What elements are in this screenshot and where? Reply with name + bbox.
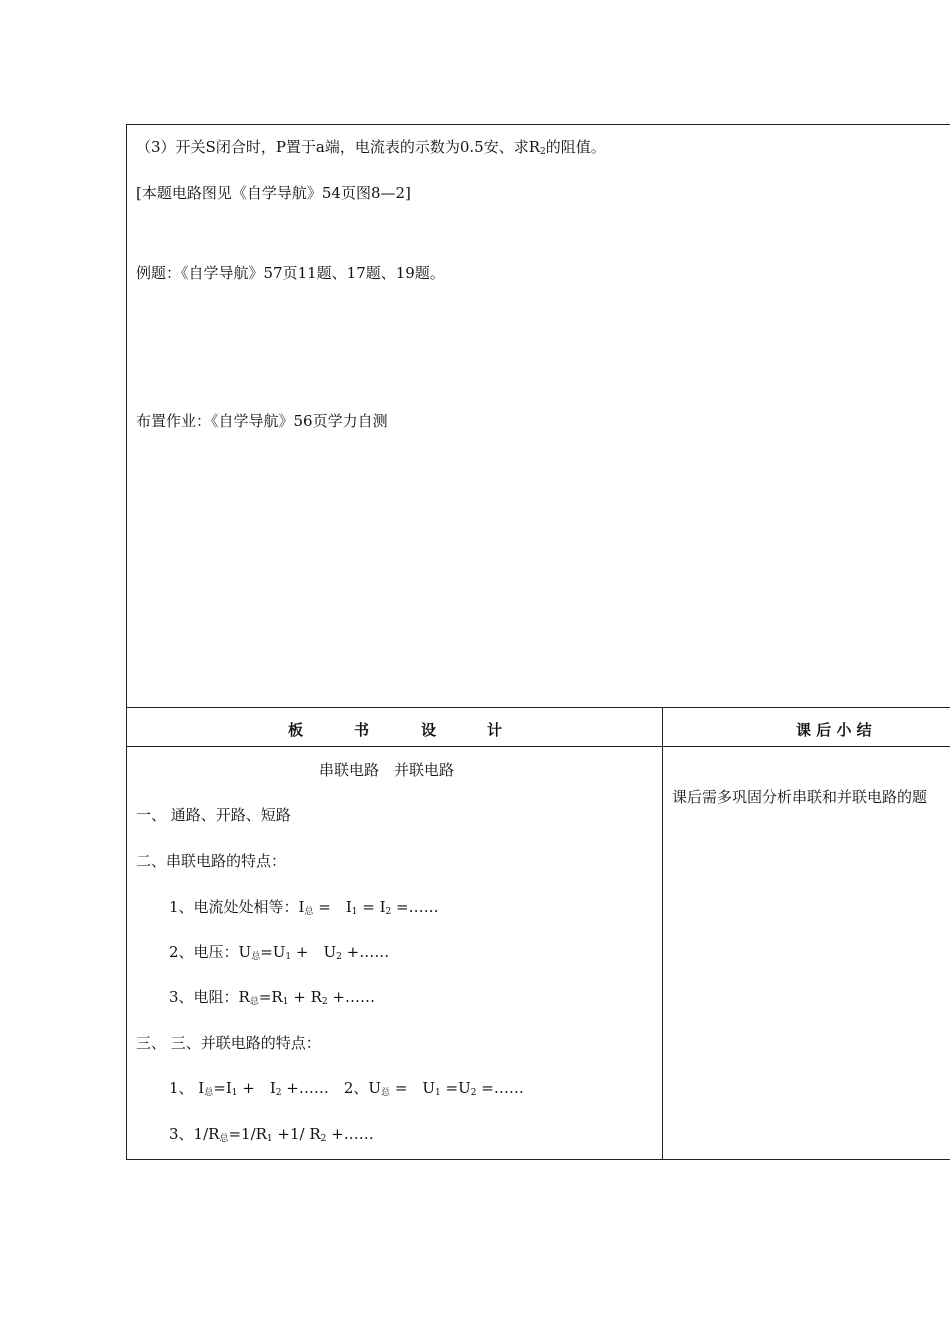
formula-part: =U bbox=[440, 1079, 471, 1097]
subscript: 2 bbox=[336, 952, 342, 962]
formula-part: = I bbox=[313, 898, 352, 916]
question-3-text: （3）开关S闭合时，P置于a端，电流表的示数为0.5安、求R bbox=[136, 138, 541, 156]
formula-part: + U bbox=[291, 943, 337, 961]
formula-part: +…… bbox=[327, 988, 375, 1006]
table-divider-top bbox=[126, 707, 950, 708]
subscript: 2 bbox=[321, 997, 328, 1007]
question-3 bbox=[136, 137, 606, 162]
formula-part: =I bbox=[213, 1079, 232, 1097]
formula-label: 1、电流处处相等：I bbox=[169, 898, 305, 916]
subscript: 2 bbox=[385, 907, 392, 917]
formula-part: +…… 2、U bbox=[281, 1079, 382, 1097]
formula-part: + I bbox=[237, 1079, 276, 1097]
board-header-char-1: 板 bbox=[288, 721, 304, 739]
formula-label: 3、1/R bbox=[169, 1125, 220, 1143]
formula-part: + R bbox=[288, 988, 322, 1006]
subscript: 1 bbox=[285, 952, 292, 962]
series-current-formula bbox=[169, 897, 439, 922]
formula-part: = I bbox=[357, 898, 386, 916]
board-title: 串联电路 并联电路 bbox=[319, 761, 455, 779]
formula-part: = U bbox=[390, 1079, 436, 1097]
formula-label: 2、电压：U bbox=[169, 943, 252, 961]
question-3-suffix: 的阻值。 bbox=[545, 138, 606, 156]
formula-part: =R bbox=[258, 988, 283, 1006]
total-subscript: 总 bbox=[204, 1088, 214, 1098]
summary-text: 课后需多巩固分析串联和并联电路的题 bbox=[672, 788, 928, 806]
subscript: 2 bbox=[275, 1088, 282, 1098]
formula-part: +…… bbox=[326, 1125, 374, 1143]
board-header-char-4: 计 bbox=[487, 721, 503, 739]
circuit-note: [本题电路图见《自学导航》54页图8—2] bbox=[136, 184, 411, 202]
resistor-subscript: 2 bbox=[540, 147, 546, 157]
total-subscript: 总 bbox=[249, 997, 259, 1007]
formula-part: =…… bbox=[391, 898, 439, 916]
table-column-divider bbox=[662, 707, 663, 1160]
board-header-char-2: 书 bbox=[354, 721, 370, 739]
table-divider-header bbox=[126, 746, 950, 747]
subscript: 1 bbox=[231, 1088, 238, 1098]
subscript: 1 bbox=[435, 1088, 441, 1098]
series-voltage-formula bbox=[169, 942, 389, 967]
subscript: 1 bbox=[266, 1134, 273, 1144]
total-subscript: 总 bbox=[219, 1134, 229, 1144]
subscript: 1 bbox=[282, 997, 289, 1007]
subscript: 1 bbox=[351, 907, 358, 917]
summary-header: 课 后 小 结 bbox=[796, 721, 872, 739]
board-line-2: 二、串联电路的特点： bbox=[136, 852, 287, 870]
board-line-3: 三、 三、并联电路的特点： bbox=[136, 1034, 321, 1052]
series-resistance-formula bbox=[169, 987, 375, 1012]
total-subscript: 总 bbox=[304, 907, 314, 917]
formula-part: +…… bbox=[341, 943, 390, 961]
total-subscript: 总 bbox=[251, 952, 261, 962]
formula-label: 1、 I bbox=[169, 1079, 205, 1097]
formula-part: =1/R bbox=[228, 1125, 267, 1143]
example-line: 例题：《自学导航》57页11题、17题、19题。 bbox=[136, 264, 445, 282]
subscript: 2 bbox=[470, 1088, 477, 1098]
subscript: 2 bbox=[320, 1134, 327, 1144]
formula-part: +1/ R bbox=[272, 1125, 321, 1143]
formula-part: =…… bbox=[476, 1079, 524, 1097]
homework-line: 布置作业：《自学导航》56页学力自测 bbox=[136, 412, 388, 430]
formula-part: =U bbox=[260, 943, 286, 961]
parallel-formula-3 bbox=[169, 1124, 374, 1149]
total-subscript: 总 bbox=[381, 1088, 391, 1098]
formula-label: 3、电阻：R bbox=[169, 988, 250, 1006]
board-line-1: 一、 通路、开路、短路 bbox=[136, 806, 291, 824]
parallel-formula-1 bbox=[169, 1078, 524, 1103]
board-header-char-3: 设 bbox=[421, 721, 437, 739]
